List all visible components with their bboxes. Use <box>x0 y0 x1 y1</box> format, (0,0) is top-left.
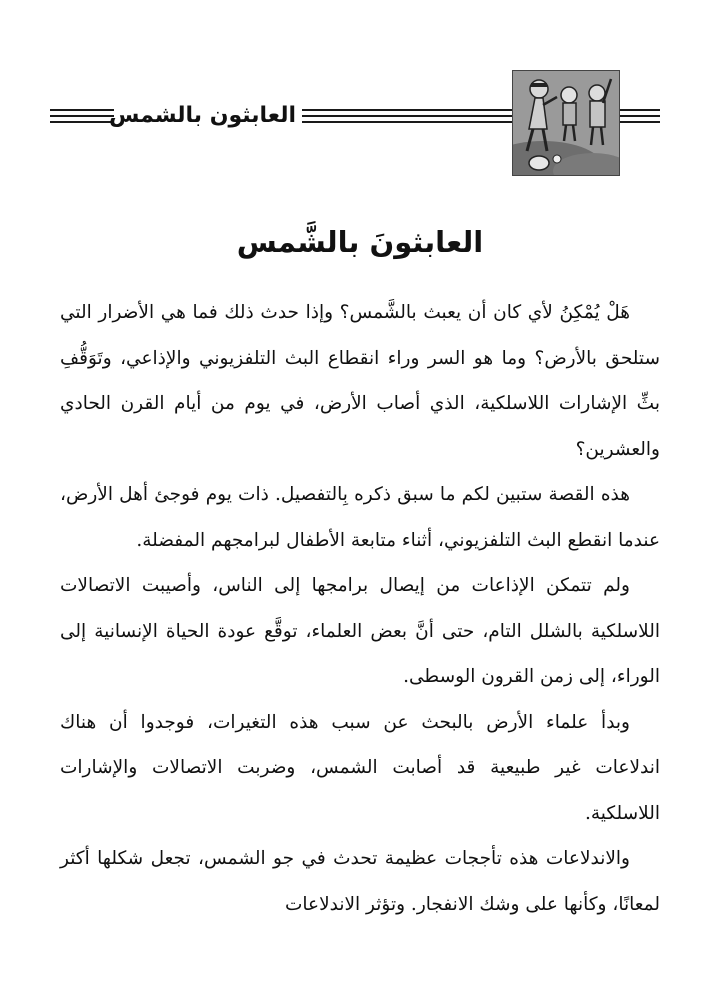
paragraph: وبدأ علماء الأرض بالبحث عن سبب هذه التغيرات، فوجدوا أن هناك اندلاعات غير طبيعية قد أصابت الشمس، وضربت الاتصالات والإشارات اللاسلكية. <box>60 711 660 824</box>
body-text <box>60 290 660 927</box>
chapter-illustration <box>512 70 620 176</box>
paragraph: هَلْ يُمْكِنُ لأي كان أن يعبث بالشَّمس؟ وإذا حدث ذلك فما هي الأضرار التي ستلحق بالأرض؟ وما هو السر وراء انقطاع البث التلفزيوني والإذاعي، وتَوَقُّفِ بثِّ الإشارات اللاسلكية، الذي أصاب الأرض، في يوم من أيام القرن الحادي والعشرين؟ <box>60 302 660 460</box>
chapter-title: العابثونَ بالشَّمس <box>236 225 484 259</box>
paragraph: والاندلاعات هذه تأججات عظيمة تحدث في جو الشمس، تجعل شكلها أكثر لمعانًا، وكأنها على وشك الانفجار. وتؤثر الاندلاعات <box>60 848 660 915</box>
header-rule-middle <box>302 109 528 123</box>
paragraph: هذه القصة ستبين لكم ما سبق ذكره بِالتفصيل. ذات يوم فوجئ أهل الأرض، عندما انقطع البث التلفزيوني، أثناء متابعة الأطفال لبرامجهم المفضلة. <box>60 484 660 551</box>
cartoon-figures-illustration <box>513 71 619 175</box>
paragraph: ولم تتمكن الإذاعات من إيصال برامجها إلى الناس، وأصيبت الاتصالات اللاسلكية بالشلل التام، حتى أنَّ بعض العلماء، توقَّع عودة الحياة الإنسانية إلى الوراء، إلى زمن القرون الوسطى. <box>60 575 660 687</box>
header-rule-left <box>50 109 114 123</box>
running-header-title: العابثون بالشمس <box>109 103 296 128</box>
